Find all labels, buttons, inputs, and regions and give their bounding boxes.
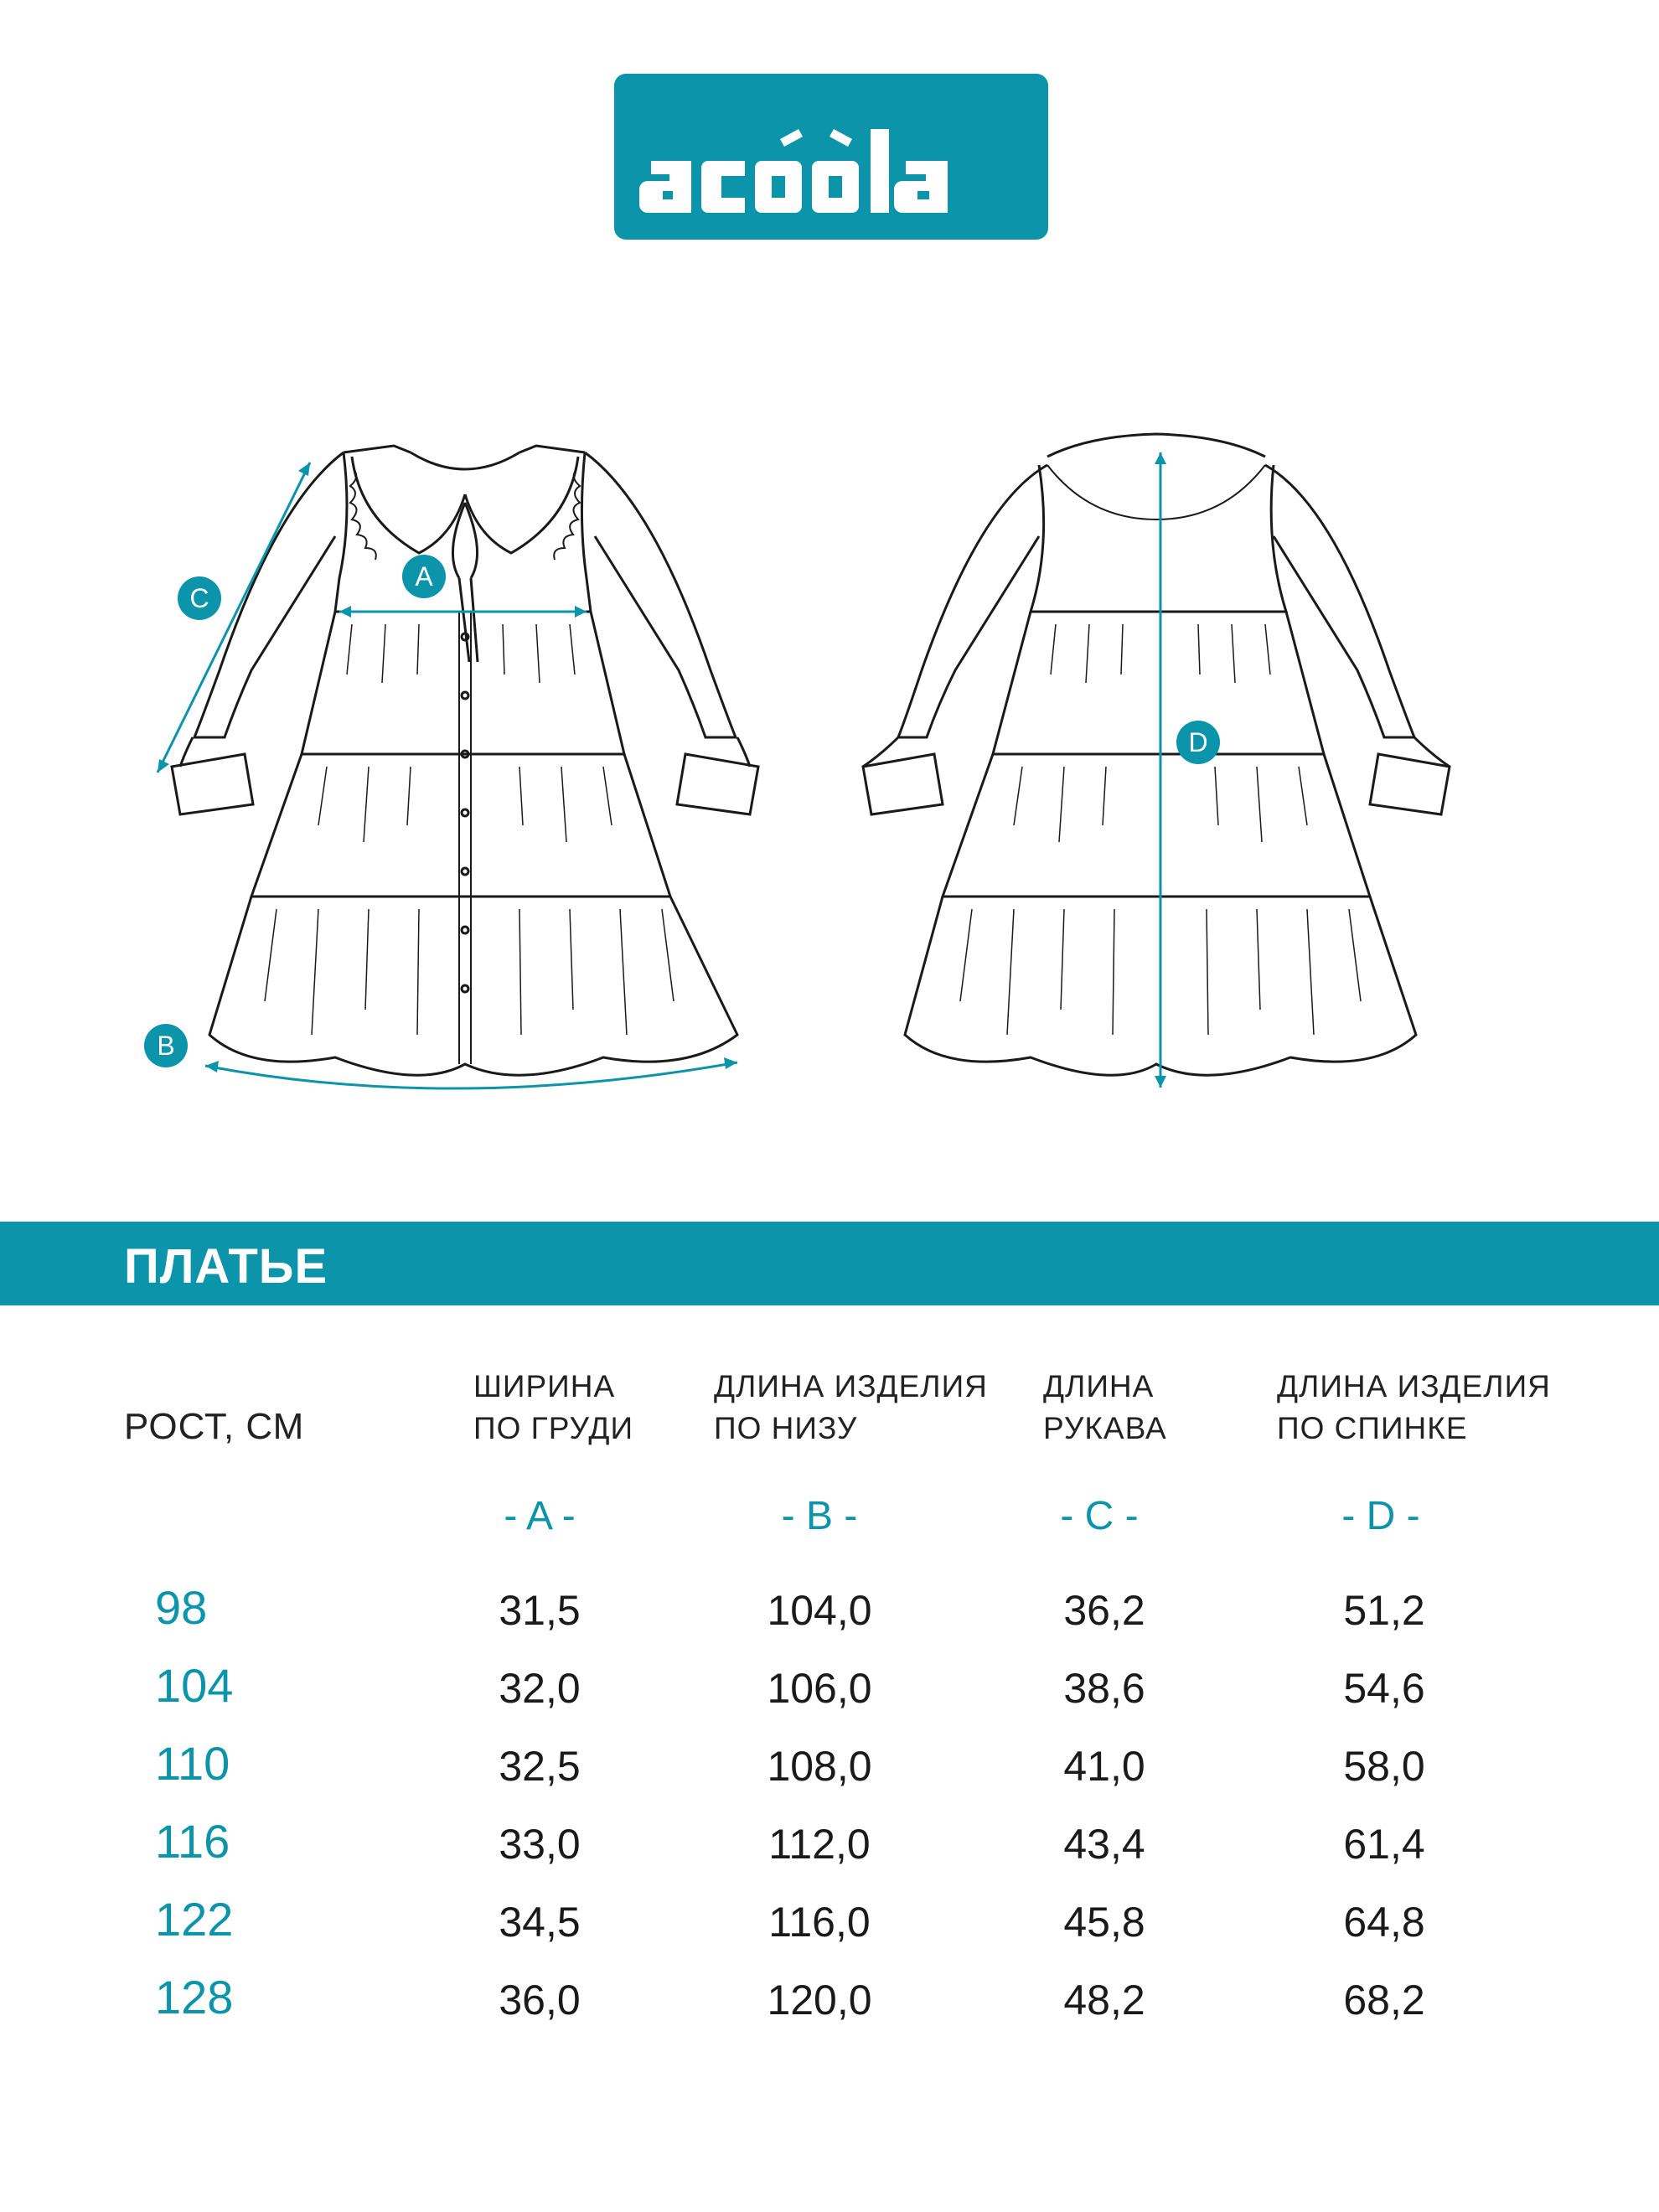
acoola-logo-icon (614, 74, 1048, 240)
value-d: 68,2 (1343, 1977, 1425, 2023)
value-b: 112,0 (768, 1821, 871, 1868)
column-header-line1: ШИРИНА (473, 1369, 616, 1403)
value-a: 31,5 (499, 1587, 581, 1634)
value-b: 120,0 (767, 1977, 872, 2023)
value-c: 38,6 (1063, 1665, 1145, 1712)
column-header-line2: РУКАВА (1043, 1411, 1167, 1445)
column-header-line2: ПО НИЗУ (714, 1411, 858, 1445)
value-b: 108,0 (767, 1743, 872, 1790)
value-d: 61,4 (1343, 1821, 1425, 1868)
value-c: 41,0 (1063, 1743, 1145, 1790)
value-a: 34,5 (499, 1899, 581, 1946)
size-value: 98 (155, 1581, 208, 1634)
value-a: 32,0 (499, 1665, 581, 1712)
column-header-line1: ДЛИНА (1043, 1369, 1155, 1403)
column-letter: - D - (1341, 1494, 1420, 1538)
column-header-line1: ДЛИНА ИЗДЕЛИЯ (714, 1369, 988, 1403)
value-d: 54,6 (1343, 1665, 1425, 1712)
size-header: РОСТ, СМ (124, 1406, 305, 1447)
value-b: 116,0 (768, 1899, 871, 1946)
value-c: 43,4 (1063, 1821, 1145, 1868)
value-a: 36,0 (499, 1977, 581, 2023)
marker-a-badge: A (402, 555, 446, 598)
brand-logo (614, 74, 1048, 240)
value-d: 51,2 (1343, 1587, 1425, 1634)
product-title: ПЛАТЬЕ (124, 1239, 328, 1294)
value-d: 58,0 (1343, 1743, 1425, 1790)
size-value: 110 (155, 1737, 230, 1790)
marker-d-badge: D (1176, 721, 1220, 764)
column-header-line2: ПО ГРУДИ (473, 1411, 634, 1445)
column-letter: - C - (1060, 1494, 1139, 1538)
value-c: 36,2 (1063, 1587, 1145, 1634)
size-value: 128 (155, 1971, 234, 2023)
dress-front-drawing (172, 446, 758, 1075)
measure-arrows (158, 452, 1166, 1088)
value-c: 45,8 (1063, 1899, 1145, 1946)
column-header-line2: ПО СПИНКЕ (1277, 1411, 1468, 1445)
marker-b-badge: B (144, 1024, 188, 1067)
marker-c-badge: C (178, 576, 221, 620)
size-value: 116 (155, 1815, 230, 1868)
value-c: 48,2 (1063, 1977, 1145, 2023)
value-b: 104,0 (767, 1587, 872, 1634)
column-header-line1: ДЛИНА ИЗДЕЛИЯ (1277, 1369, 1551, 1403)
column-letter: - B - (781, 1494, 858, 1538)
value-a: 32,5 (499, 1743, 581, 1790)
value-b: 106,0 (767, 1665, 872, 1712)
size-value: 122 (155, 1893, 234, 1946)
dress-drawings (0, 402, 1659, 1123)
size-value: 104 (155, 1659, 234, 1712)
column-letter: - A - (504, 1494, 576, 1538)
value-d: 64,8 (1343, 1899, 1425, 1946)
dress-back-drawing (863, 434, 1450, 1075)
title-bar (0, 1222, 1659, 1305)
value-a: 33,0 (499, 1821, 581, 1868)
